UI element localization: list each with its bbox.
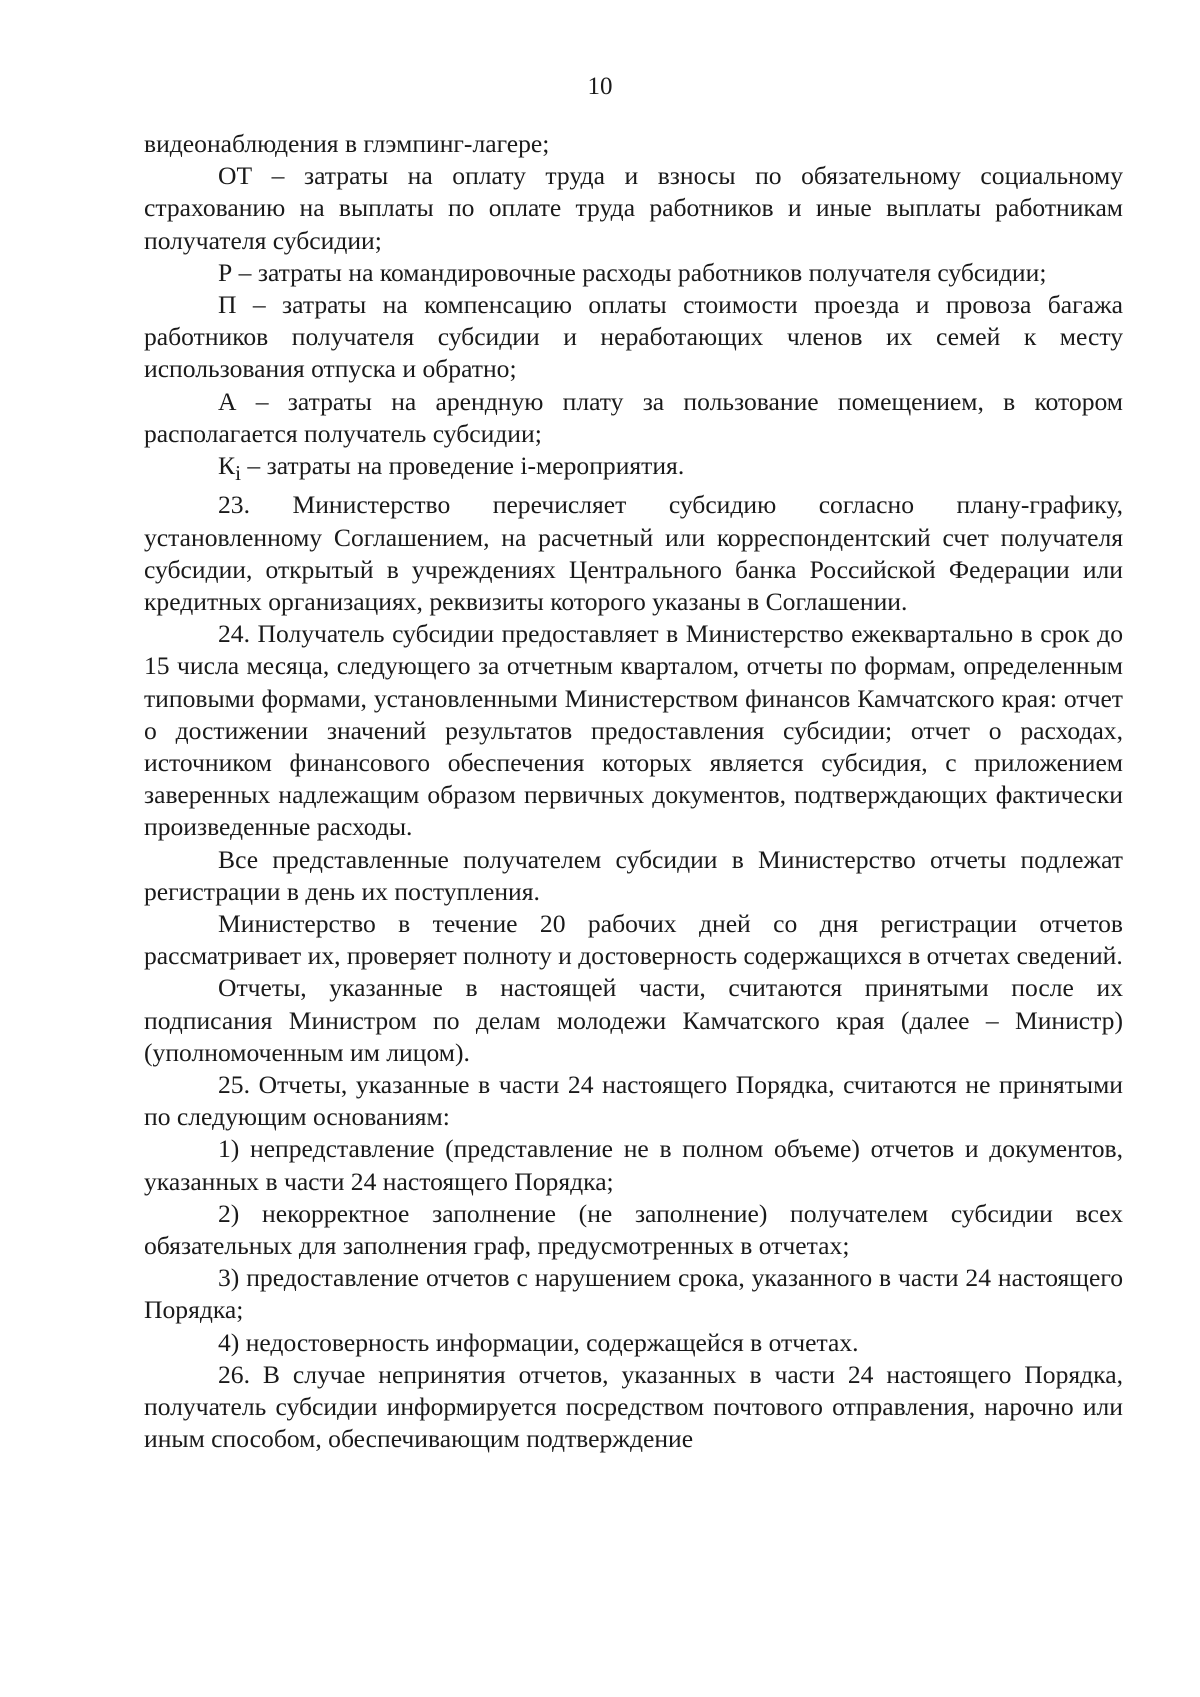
paragraph: 25. Отчеты, указанные в части 24 настоящего Порядка, считаются не принятыми по следующим основаниям: [144, 1070, 1123, 1132]
paragraph: Р – затраты на командировочные расходы работников получателя субсидии; [218, 257, 1047, 287]
paragraph: 23. Министерство перечисляет субсидию согласно плану-графику, установленному Соглашением, на расчетный или корреспондентский счет получателя субсидии, открытый в учреждениях Центрального банка Российской Федерации или кредитных организациях, реквизиты которого указаны в Соглашении. [144, 490, 1123, 616]
paragraph-text: – затраты на проведение i-мероприятия. [241, 451, 685, 481]
paragraph: А – затраты на арендную плату за пользование помещением, в котором располагается получатель субсидии; [144, 386, 1123, 448]
k-subscript: i [235, 461, 242, 486]
paragraph: П – затраты на компенсацию оплаты стоимости проезда и провоза багажа работников получателя субсидии и неработающих членов их семей к месту использования отпуска и обратно; [144, 290, 1123, 384]
page-number: 10 [587, 73, 613, 100]
paragraph: 26. В случае непринятия отчетов, указанных в части 24 настоящего Порядка, получатель субсидии информируется посредством почтового отправления, нарочно или иным способом, обеспечивающим подтверждение [144, 1359, 1123, 1454]
paragraph: 24. Получатель субсидии предоставляет в Министерство ежеквартально в срок до 15 числа месяца, следующего за отчетным кварталом, отчеты по формам, определенным типовыми формами, установленными Министерством финансов Камчатского края: отчет о достижении значений результатов предоставления субсидии; отчет о расходах, источником финансового обеспечения которых является субсидия, с приложением заверенных надлежащим образом первичных документов, подтверждающих фактически произведенные расходы. [144, 619, 1123, 842]
paragraph: ОТ – затраты на оплату труда и взносы по обязательному социальному страхованию на выплаты по оплате труда работников и иные выплаты работникам получателя субсидии; [144, 161, 1123, 255]
paragraph: Министерство в течение 20 рабочих дней со дня регистрации отчетов рассматривает их, проверяет полноту и достоверность содержащихся в отчетах сведений. [144, 908, 1123, 971]
paragraph: Отчеты, указанные в настоящей части, считаются принятыми после их подписания Министром по делам молодежи Камчатского края (далее – Министр) (уполномоченным им лицом). [144, 973, 1123, 1067]
k-symbol: К [218, 451, 236, 481]
paragraph: 4) недостоверность информации, содержащейся в отчетах. [218, 1327, 859, 1357]
paragraph [144, 450, 1123, 489]
paragraph: 1) непредставление (представление не в полном объеме) отчетов и документов, указанных в части 24 настоящего Порядка; [144, 1134, 1123, 1196]
document-body [144, 128, 1123, 1455]
paragraph: 2) некорректное заполнение (не заполнение) получателем субсидии всех обязательных для заполнения граф, предусмотренных в отчетах; [144, 1198, 1123, 1261]
paragraph: Все представленные получателем субсидии в Министерство отчеты подлежат регистрации в день их поступления. [144, 844, 1123, 906]
paragraph: 3) предоставление отчетов с нарушением срока, указанного в части 24 настоящего Порядка; [144, 1263, 1123, 1325]
paragraph: видеонаблюдения в глэмпинг-лагере; [144, 129, 550, 158]
